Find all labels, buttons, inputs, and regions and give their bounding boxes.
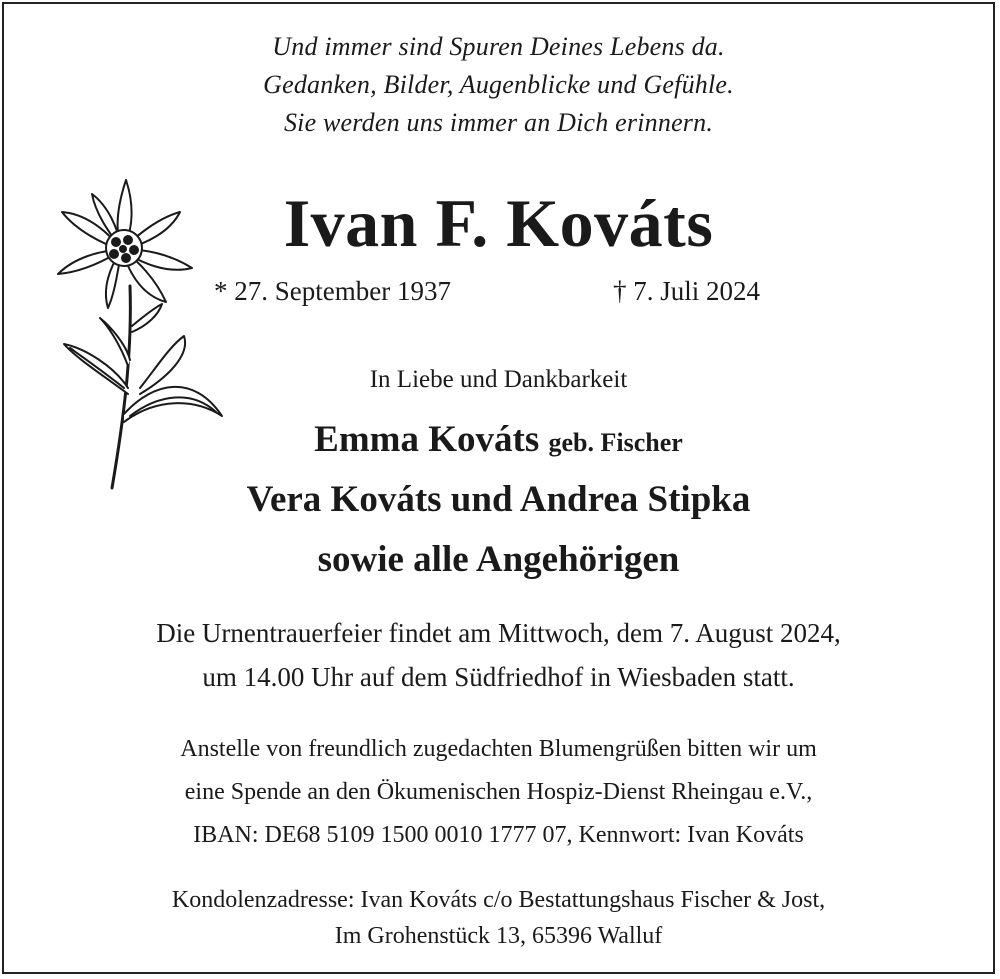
condolence-line-2: Im Grohenstück 13, 65396 Walluf: [334, 923, 663, 949]
quote-line-2: Gedanken, Bilder, Augenblicke und Gefühle.: [263, 70, 734, 99]
mourner-line-2: Vera Kováts und Andrea Stipka: [246, 479, 751, 520]
quote-line-3: Sie werden uns immer an Dich erinnern.: [283, 108, 714, 137]
donation-line-3: IBAN: DE68 5109 1500 0010 1777 07, Kennwort: Ivan Kováts: [193, 822, 804, 848]
condolence-line-1: Kondolenzadresse: Ivan Kováts c/o Bestattungshaus Fischer & Jost,: [171, 887, 826, 913]
donation-line-1: Anstelle von freundlich zugedachten Blumengrüßen bitten wir um: [180, 736, 817, 762]
mourner-name: Emma Kováts: [314, 419, 540, 460]
death-date: † 7. Juli 2024: [613, 276, 761, 306]
birth-date: * 27. September 1937: [214, 276, 451, 306]
quote-line-1: Und immer sind Spuren Deines Lebens da.: [272, 32, 725, 61]
mourner-maiden-name: geb. Fischer: [548, 428, 683, 457]
mourners-intro: In Liebe und Dankbarkeit: [369, 366, 628, 393]
ceremony-line-1: Die Urnentrauerfeier findet am Mittwoch, dem 7. August 2024,: [156, 618, 841, 648]
mourner-line-1: [4, 418, 993, 461]
ceremony-line-2: um 14.00 Uhr auf dem Südfriedhof in Wiesbaden statt.: [202, 662, 795, 692]
obituary-notice: [2, 2, 995, 974]
deceased-name: Ivan F. Kováts: [283, 185, 714, 261]
donation-line-2: eine Spende an den Ökumenischen Hospiz-Dienst Rheingau e.V.,: [184, 779, 813, 805]
mourner-line-3: sowie alle Angehörigen: [317, 539, 680, 580]
